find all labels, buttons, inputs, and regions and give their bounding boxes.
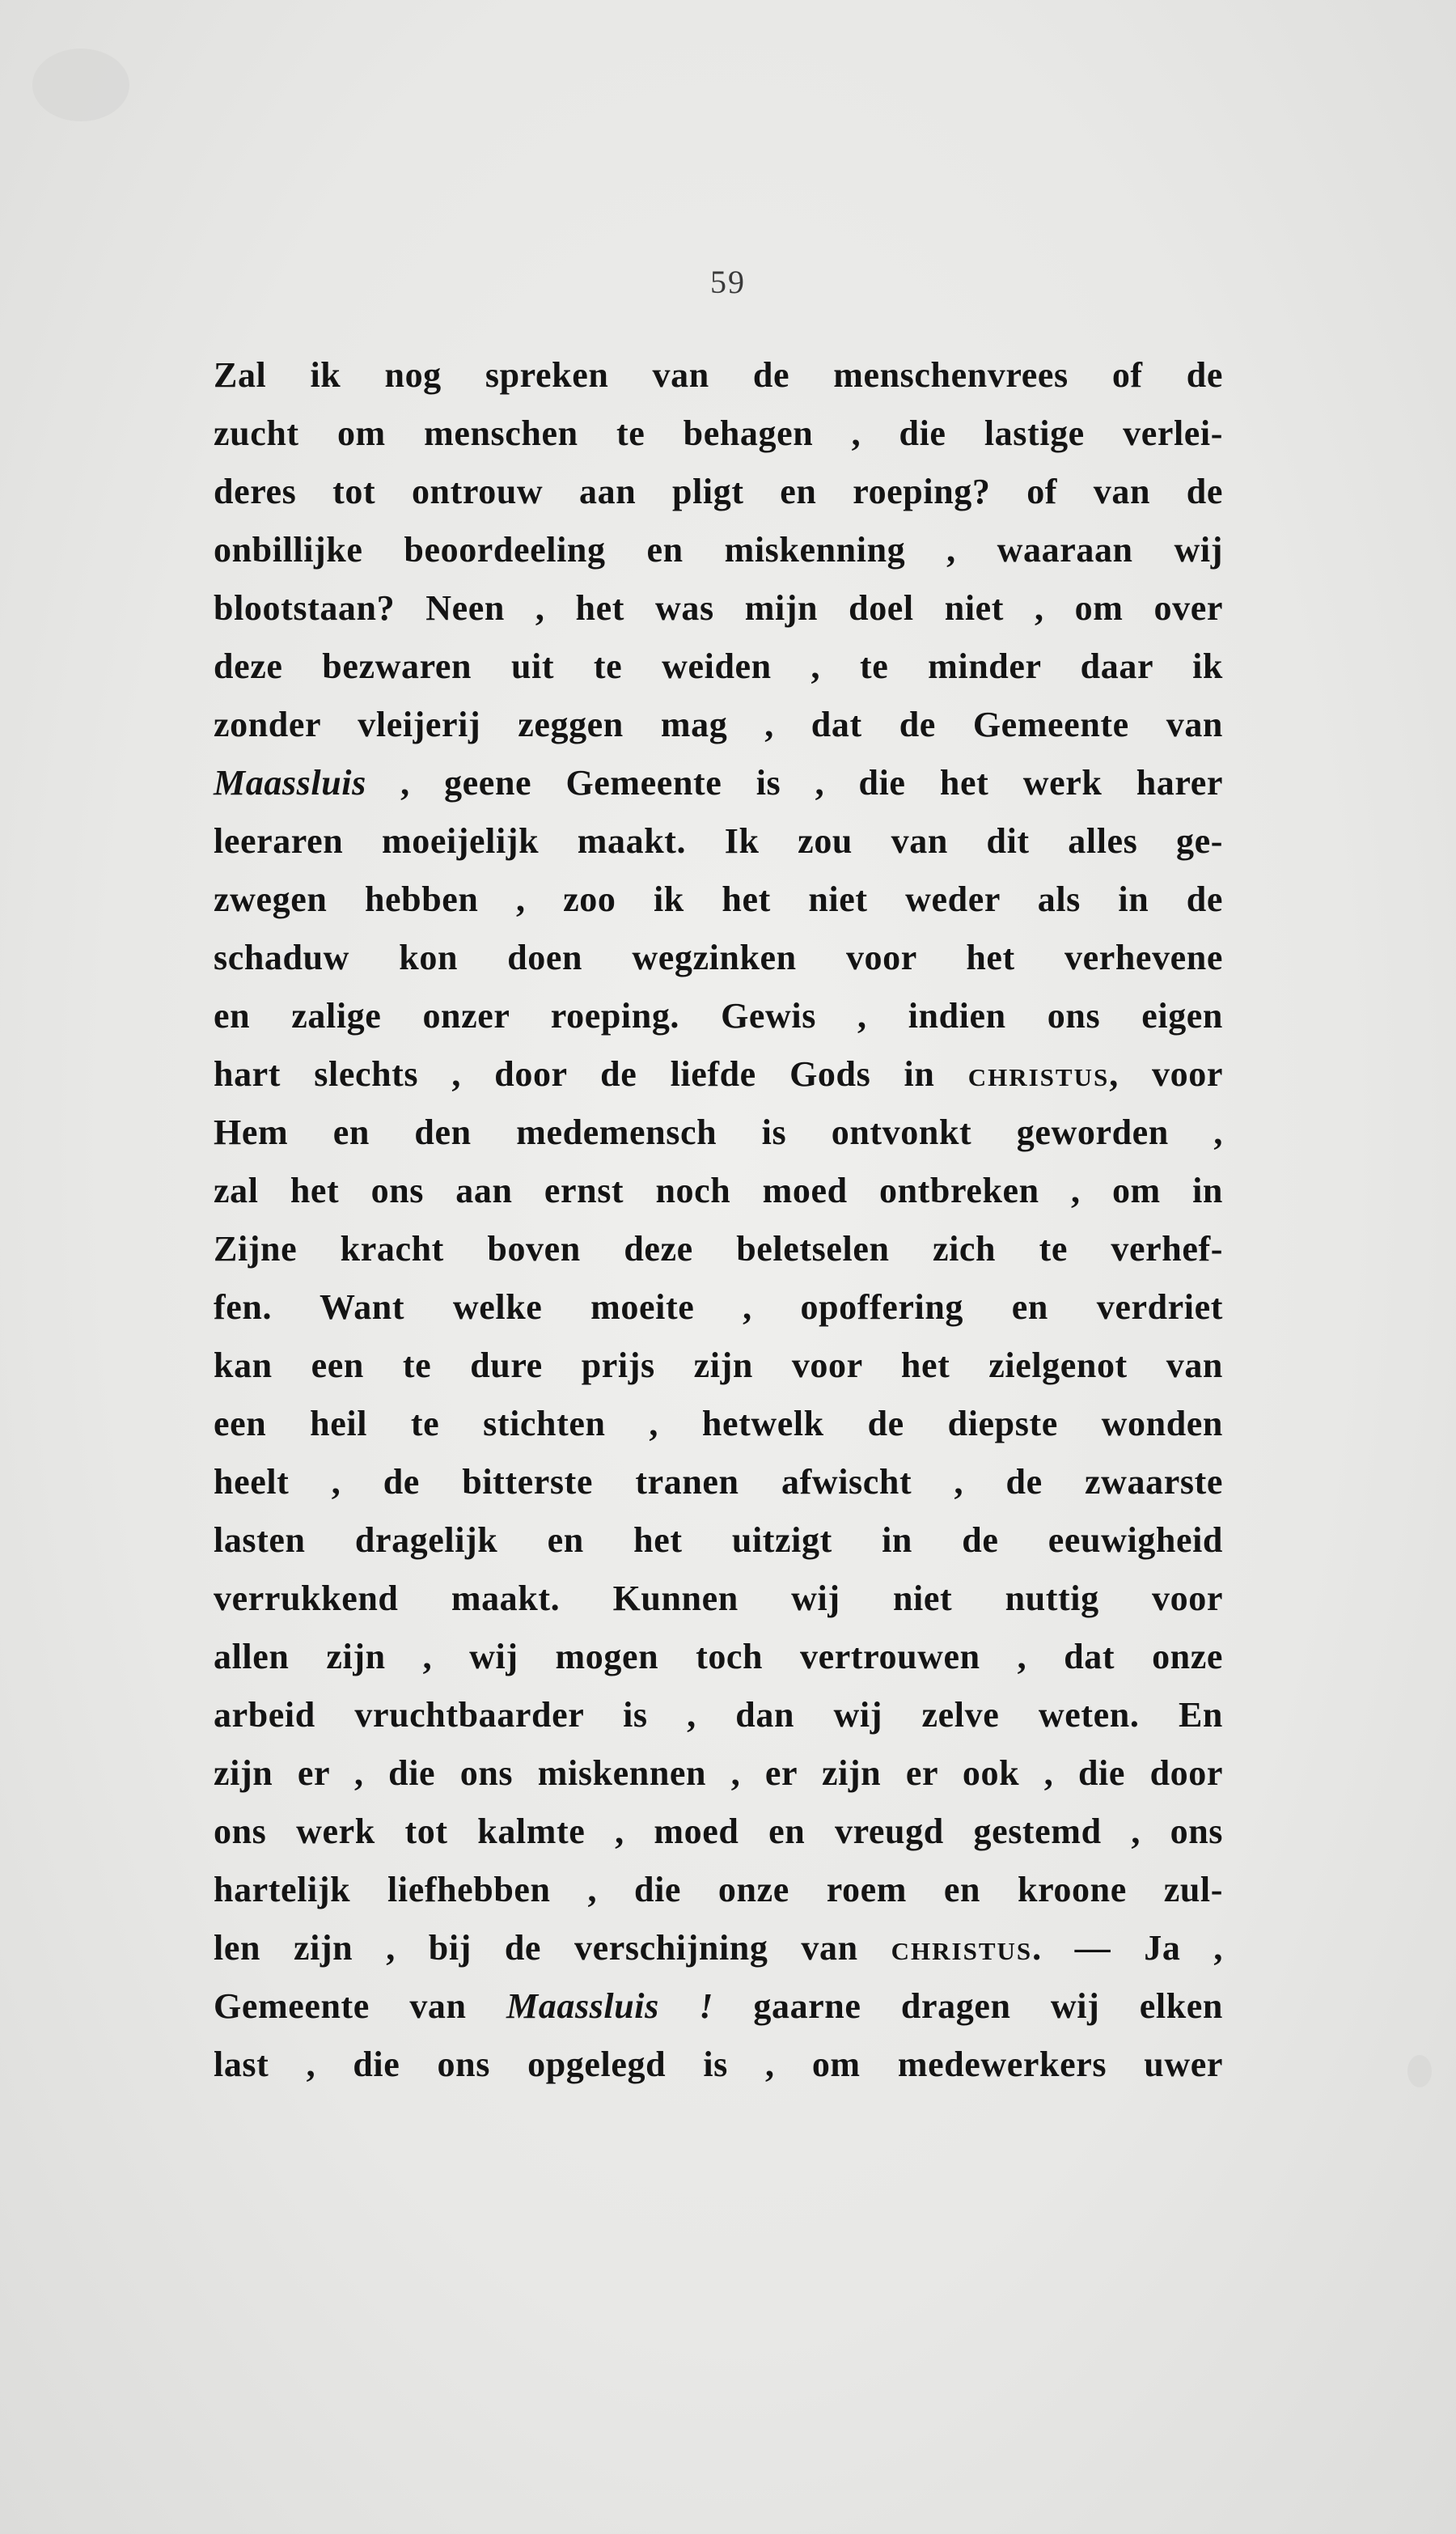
- small-caps-name: christus: [891, 1928, 1033, 1968]
- text-line: zal het ons aan ernst noch moed ontbreken , om in: [214, 1171, 1223, 1210]
- text-line: en zalige onzer roeping. Gewis , indien ons eigen: [214, 996, 1223, 1036]
- text-line: zwegen hebben , zoo ik het niet weder als in de: [214, 879, 1223, 919]
- paper-stain: [32, 49, 129, 121]
- text-line: fen. Want welke moeite , opoffering en verdriet: [214, 1287, 1223, 1327]
- paper-stain: [1407, 2055, 1432, 2087]
- text-line: Gemeente van Maassluis ! gaarne dragen wij elken: [214, 1986, 1224, 2026]
- text-line: lasten dragelijk en het uitzigt in de eeuwigheid: [214, 1520, 1223, 1560]
- text-line: arbeid vruchtbaarder is , dan wij zelve weten. En: [214, 1695, 1223, 1735]
- text-line: Hem en den medemensch is ontvonkt geworden ,: [214, 1112, 1223, 1152]
- text-line: schaduw kon doen wegzinken voor het verhevene: [214, 938, 1223, 977]
- text-line: zijn er , die ons miskennen , er zijn er ook , die door: [214, 1753, 1223, 1793]
- text-line: Zal ik nog spreken van de menschenvrees of de: [214, 355, 1223, 395]
- text-line: kan een te dure prijs zijn voor het zielgenot van: [214, 1345, 1223, 1385]
- text-line: last , die ons opgelegd is , om medewerkers uwer: [214, 2045, 1223, 2084]
- text-line: deze bezwaren uit te weiden , te minder daar ik: [214, 646, 1223, 686]
- place-name-italic: Maassluis !: [506, 1986, 713, 2026]
- text-line: zonder vleijerij zeggen mag , dat de Gemeente van: [214, 705, 1223, 744]
- text-line: zucht om menschen te behagen , die lastige verlei-: [214, 413, 1223, 453]
- text-line: Zijne kracht boven deze beletselen zich te verhef-: [214, 1229, 1223, 1269]
- text-line: len zijn , bij de verschijning van christus. — Ja ,: [214, 1928, 1223, 1968]
- text-line: hart slechts , door de liefde Gods in christus, voor: [214, 1054, 1223, 1094]
- text-line: heelt , de bitterste tranen afwischt , de zwaarste: [214, 1462, 1223, 1502]
- small-caps-name: christus: [967, 1054, 1110, 1094]
- text-line: leeraren moeijelijk maakt. Ik zou van dit alles ge-: [214, 821, 1223, 861]
- place-name-italic: Maassluis: [214, 763, 366, 803]
- text-line: ons werk tot kalmte , moed en vreugd gestemd , ons: [214, 1812, 1223, 1851]
- page-number: 59: [710, 264, 746, 300]
- text-line: deres tot ontrouw aan pligt en roeping? of van de: [214, 472, 1223, 511]
- text-line: blootstaan? Neen , het was mijn doel niet , om over: [214, 588, 1223, 628]
- text-line: verrukkend maakt. Kunnen wij niet nuttig voor: [214, 1578, 1223, 1618]
- text-line: Maassluis , geene Gemeente is , die het werk harer: [214, 763, 1223, 803]
- text-line: hartelijk liefhebben , die onze roem en kroone zul-: [214, 1870, 1223, 1909]
- text-line: een heil te stichten , hetwelk de diepste wonden: [214, 1404, 1223, 1443]
- text-line: onbillijke beoordeeling en miskenning , waaraan wij: [214, 530, 1223, 570]
- body-text: [214, 346, 1223, 2094]
- text-line: allen zijn , wij mogen toch vertrouwen , dat onze: [214, 1637, 1223, 1676]
